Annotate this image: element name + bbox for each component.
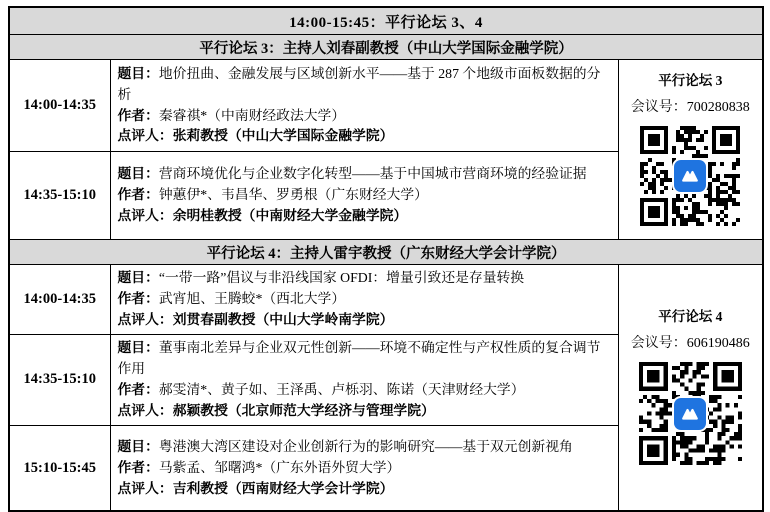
meeting-id: 700280838 bbox=[686, 99, 750, 115]
session-title bbox=[118, 268, 611, 289]
title-label: 题目： bbox=[117, 65, 159, 81]
session-details bbox=[110, 60, 618, 152]
session-details bbox=[110, 265, 618, 335]
title-text: 营商环境优化与企业数字化转型——基于中国城市营商环境的经验证据 bbox=[158, 166, 587, 182]
tencent-meeting-icon bbox=[674, 398, 706, 430]
session-details bbox=[110, 425, 618, 511]
meeting-id: 606190486 bbox=[686, 336, 750, 352]
session-title bbox=[118, 437, 611, 458]
session-time: 14:00-14:35 bbox=[9, 60, 110, 152]
session-details bbox=[110, 334, 618, 425]
authors-text: 马紫孟、邹曙鸿*（广东外语外贸大学） bbox=[158, 459, 401, 475]
table-row bbox=[9, 60, 763, 152]
tencent-meeting-icon bbox=[674, 160, 706, 192]
session-time: 14:00-14:35 bbox=[9, 265, 110, 335]
authors-text: 郝雯清*、黄子如、王泽禹、卢栎羽、陈诺（天津财经大学） bbox=[158, 381, 525, 397]
session-time: 14:35-15:10 bbox=[9, 152, 110, 240]
title-text: 粤港澳大湾区建设对企业创新行为的影响研究——基于双元创新视角 bbox=[158, 438, 573, 454]
discussant-text: 刘贯春副教授（中山大学岭南学院） bbox=[172, 311, 394, 327]
discussant-text: 张莉教授（中山大学国际金融学院） bbox=[172, 128, 394, 144]
forum-4-panel-name: 平行论坛 4 bbox=[658, 309, 723, 325]
time-slot-banner-text: 14:00-15:45：平行论坛 3、4 bbox=[289, 14, 483, 31]
discussant-label: 点评人： bbox=[117, 402, 173, 418]
title-text: 地价扭曲、金融发展与区域创新水平——基于 287 个地级市面板数据的分析 bbox=[117, 65, 601, 102]
schedule-table bbox=[8, 6, 764, 512]
session-discussant bbox=[118, 310, 611, 331]
authors-text: 钟蕙伊*、韦昌华、罗勇根（广东财经大学） bbox=[158, 187, 428, 203]
forum-4-meeting-number bbox=[621, 332, 761, 352]
forum-3-panel-name: 平行论坛 3 bbox=[658, 72, 723, 88]
authors-label: 作者： bbox=[117, 187, 159, 203]
session-discussant bbox=[118, 126, 611, 147]
title-label: 题目： bbox=[117, 339, 159, 355]
forum-3-meeting-panel bbox=[618, 60, 763, 240]
title-text: 董事南北差异与企业双元性创新——环境不确定性与产权性质的复合调节作用 bbox=[117, 339, 601, 376]
discussant-text: 郝颖教授（北京师范大学经济与管理学院） bbox=[172, 402, 435, 418]
session-discussant bbox=[118, 479, 611, 500]
table-row bbox=[9, 265, 763, 335]
session-time: 14:35-15:10 bbox=[9, 334, 110, 425]
session-discussant bbox=[118, 206, 611, 227]
meeting-label: 会议号： bbox=[630, 336, 687, 352]
session-title bbox=[118, 164, 611, 185]
meeting-label: 会议号： bbox=[630, 99, 687, 115]
forum-4-banner-text: 平行论坛 4：主持人雷宇教授（广东财经大学会计学院） bbox=[206, 245, 566, 262]
conference-schedule-sheet bbox=[8, 6, 762, 512]
session-details bbox=[110, 152, 618, 240]
discussant-label: 点评人： bbox=[117, 480, 173, 496]
title-label: 题目： bbox=[117, 438, 159, 454]
authors-text: 秦睿祺*（中南财经政法大学） bbox=[158, 107, 346, 123]
session-authors bbox=[118, 458, 611, 479]
title-text: “一带一路”倡议与非沿线国家 OFDI：增量引致还是存量转换 bbox=[158, 270, 525, 285]
session-authors bbox=[118, 289, 611, 310]
discussant-text: 余明桂教授（中南财经大学金融学院） bbox=[172, 207, 408, 223]
discussant-label: 点评人： bbox=[117, 207, 173, 223]
session-title bbox=[118, 338, 611, 380]
forum-3-banner-text: 平行论坛 3：主持人刘春副教授（中山大学国际金融学院） bbox=[199, 40, 573, 57]
forum-3-qr-code bbox=[640, 126, 740, 226]
time-slot-banner bbox=[9, 7, 763, 35]
discussant-label: 点评人： bbox=[117, 311, 173, 327]
session-discussant bbox=[118, 401, 611, 422]
authors-text: 武宵旭、王腾蛟*（西北大学） bbox=[158, 290, 346, 306]
session-authors bbox=[118, 106, 611, 127]
authors-label: 作者： bbox=[117, 290, 159, 306]
authors-label: 作者： bbox=[117, 459, 159, 475]
title-label: 题目： bbox=[117, 270, 159, 285]
authors-label: 作者： bbox=[117, 107, 159, 123]
forum-4-meeting-panel bbox=[618, 265, 763, 512]
forum-3-banner bbox=[9, 35, 763, 60]
forum-4-banner bbox=[9, 240, 763, 265]
session-time: 15:10-15:45 bbox=[9, 425, 110, 511]
title-label: 题目： bbox=[117, 166, 159, 182]
session-title bbox=[118, 64, 611, 106]
discussant-text: 吉利教授（西南财经大学会计学院） bbox=[172, 480, 394, 496]
forum-4-qr-code bbox=[639, 362, 742, 465]
authors-label: 作者： bbox=[117, 381, 159, 397]
session-authors bbox=[118, 380, 611, 401]
session-authors bbox=[118, 185, 611, 206]
discussant-label: 点评人： bbox=[117, 128, 173, 144]
forum-3-meeting-number bbox=[621, 96, 761, 116]
